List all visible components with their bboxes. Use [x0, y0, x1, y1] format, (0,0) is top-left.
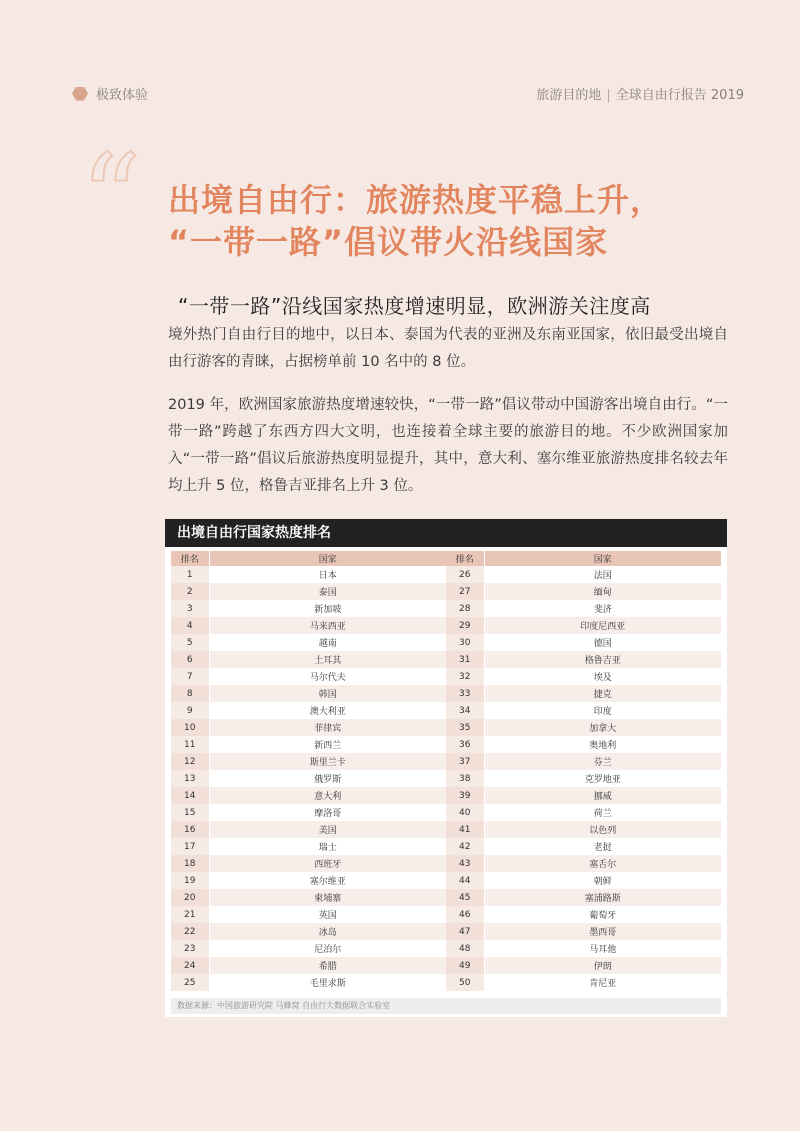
rank-cell: 22: [171, 923, 209, 940]
rank-cell: 30: [446, 634, 484, 651]
rank-cell: 21: [171, 906, 209, 923]
table-row: [446, 838, 721, 855]
rank-cell: 42: [446, 838, 484, 855]
rank-cell: 13: [171, 770, 209, 787]
country-cell: 缅甸: [484, 583, 721, 600]
rank-cell: 50: [446, 974, 484, 991]
hexagon-icon: [72, 87, 88, 101]
table-row: [446, 787, 721, 804]
rank-cell: 40: [446, 804, 484, 821]
table-row: [171, 974, 446, 991]
country-cell: 法国: [593, 571, 612, 581]
table-row: [171, 838, 446, 855]
header-divider: |: [606, 88, 611, 103]
country-cell: 意大利: [209, 787, 446, 804]
country-cell: 马尔代夫: [309, 673, 346, 683]
rank-cell: 45: [446, 889, 484, 906]
country-cell: 葡萄牙: [589, 911, 617, 921]
country-cell: 埃及: [593, 673, 612, 683]
country-cell: 德国: [593, 639, 612, 649]
table-row: [446, 923, 721, 940]
table-row: [446, 651, 721, 668]
rank-cell: 8: [171, 685, 209, 702]
table-row: [171, 872, 446, 889]
table-row: [446, 906, 721, 923]
table-row: [171, 855, 446, 872]
table-row: [171, 600, 446, 617]
rank-cell: 38: [446, 770, 484, 787]
rank-cell: 4: [171, 617, 209, 634]
paragraph-2: 2019 年，欧洲国家旅游热度增速较快，“一带一路”倡议带动中国游客出境自由行。“一带一路”跨越了东西方四大文明，也连接着全球主要的旅游目的地。不少欧洲国家加入“一带一路”倡议后旅游热度明显提升，其中，意大利、塞尔维亚旅游热度排名较去年均上升 5 位，格鲁吉亚排名上升 3 位。: [168, 397, 728, 494]
table-row: [446, 634, 721, 651]
rank-cell: 18: [171, 855, 209, 872]
ranking-table-card: [165, 519, 727, 1017]
rank-cell: 28: [446, 600, 484, 617]
table-row: [171, 685, 446, 702]
rank-cell: 17: [171, 838, 209, 855]
country-cell: 新加坡: [314, 605, 342, 615]
country-cell: 澳大利亚: [309, 707, 346, 717]
rank-cell: 43: [446, 855, 484, 872]
table-row: [171, 566, 446, 583]
country-cell: 柬埔寨: [209, 889, 446, 906]
country-cell: 捷克: [484, 685, 721, 702]
section-subtitle: “一带一路”沿线国家热度增速明显，欧洲游关注度高: [178, 294, 651, 318]
country-cell: 朝鲜: [593, 877, 612, 887]
country-cell: 塞尔维亚: [309, 877, 346, 887]
table-row: [171, 753, 446, 770]
rank-cell: 19: [171, 872, 209, 889]
country-cell: 克罗地亚: [584, 775, 621, 785]
country-cell: 摩洛哥: [314, 809, 342, 819]
country-cell: 新西兰: [314, 741, 342, 751]
country-cell: 奥地利: [589, 741, 617, 751]
country-cell: 斯里兰卡: [209, 753, 446, 770]
rank-cell: 49: [446, 957, 484, 974]
table-row: [446, 583, 721, 600]
country-cell: 斐济: [593, 605, 612, 615]
rank-cell: 48: [446, 940, 484, 957]
title-line-2: “一带一路”倡议带火沿线国家: [168, 222, 609, 261]
table-row: [446, 940, 721, 957]
table-row: [446, 974, 721, 991]
rank-cell: 23: [171, 940, 209, 957]
table-row: [446, 957, 721, 974]
table-row: [171, 906, 446, 923]
section-header: [72, 84, 148, 103]
table-body-right: [446, 566, 721, 991]
quote-mark-icon: “: [80, 130, 142, 269]
rank-column-header: 排名: [171, 551, 209, 566]
table-row: [171, 770, 446, 787]
table-body-left: [171, 566, 446, 991]
country-cell: 塞舌尔: [484, 855, 721, 872]
country-cell: 希腊: [209, 957, 446, 974]
table-row: [171, 940, 446, 957]
country-cell: 英国: [318, 911, 337, 921]
rank-cell: 47: [446, 923, 484, 940]
rank-cell: 12: [171, 753, 209, 770]
country-cell: 马耳他: [589, 945, 617, 955]
page-title: [168, 180, 728, 263]
table-row: [446, 617, 721, 634]
country-cell: 越南: [318, 639, 337, 649]
ranking-table-left: [171, 551, 446, 991]
country-cell: 土耳其: [209, 651, 446, 668]
country-cell: 冰岛: [209, 923, 446, 940]
rank-cell: 36: [446, 736, 484, 753]
rank-cell: 37: [446, 753, 484, 770]
country-cell: 美国: [209, 821, 446, 838]
country-cell: 西班牙: [209, 855, 446, 872]
country-cell: 马来西亚: [209, 617, 446, 634]
table-row: [446, 821, 721, 838]
country-cell: 印度: [593, 707, 612, 717]
table-row: [446, 753, 721, 770]
table-row: [446, 855, 721, 872]
table-row: [171, 668, 446, 685]
country-cell: 芬兰: [484, 753, 721, 770]
rank-cell: 32: [446, 668, 484, 685]
rank-cell: 24: [171, 957, 209, 974]
report-header: [536, 84, 744, 103]
table-row: [171, 889, 446, 906]
table-row: [446, 668, 721, 685]
table-row: [446, 770, 721, 787]
table-row: [171, 702, 446, 719]
table-row: [171, 821, 446, 838]
table-row: [171, 923, 446, 940]
rank-cell: 9: [171, 702, 209, 719]
table-row: [446, 889, 721, 906]
title-line-1: 出境自由行：旅游热度平稳上升，: [168, 181, 664, 219]
section-label: 极致体验: [96, 88, 149, 103]
ranking-table-right: [446, 551, 721, 991]
country-cell: 瑞士: [318, 843, 337, 853]
country-column-header: 国家: [209, 551, 446, 566]
country-cell: 菲律宾: [209, 719, 446, 736]
table-row: [446, 685, 721, 702]
rank-cell: 31: [446, 651, 484, 668]
table-row: [446, 804, 721, 821]
country-cell: 俄罗斯: [314, 775, 342, 785]
rank-cell: 34: [446, 702, 484, 719]
rank-cell: 44: [446, 872, 484, 889]
paragraph-1: 境外热门自由行目的地中，以日本、泰国为代表的亚洲及东南亚国家，依旧最受出境自由行游客的青睐，占据榜单前 10 名中的 8 位。: [168, 327, 728, 370]
country-cell: 伊朗: [484, 957, 721, 974]
country-cell: 毛里求斯: [309, 979, 346, 989]
rank-cell: 3: [171, 600, 209, 617]
country-cell: 韩国: [209, 685, 446, 702]
table-row: [171, 617, 446, 634]
rank-cell: 14: [171, 787, 209, 804]
rank-cell: 35: [446, 719, 484, 736]
table-row: [446, 736, 721, 753]
country-cell: 荷兰: [593, 809, 612, 819]
country-cell: 墨西哥: [484, 923, 721, 940]
rank-cell: 39: [446, 787, 484, 804]
table-row: [171, 736, 446, 753]
table-header-row: [446, 551, 721, 566]
country-cell: 泰国: [209, 583, 446, 600]
rank-cell: 7: [171, 668, 209, 685]
table-row: [171, 787, 446, 804]
report-category: 旅游目的地: [536, 88, 602, 103]
table-row: [446, 702, 721, 719]
country-cell: 加拿大: [484, 719, 721, 736]
rank-cell: 26: [446, 566, 484, 583]
rank-cell: 6: [171, 651, 209, 668]
country-cell: 挪威: [484, 787, 721, 804]
data-source-note: 数据来源：中国旅游研究院 马蜂窝 自由行大数据联合实验室: [171, 998, 721, 1014]
table-row: [171, 804, 446, 821]
table-row: [446, 872, 721, 889]
table-row: [171, 719, 446, 736]
rank-cell: 1: [171, 566, 209, 583]
country-cell: 老挝: [593, 843, 612, 853]
table-row: [171, 957, 446, 974]
rank-column-header: 排名: [446, 551, 484, 566]
table-row: [171, 634, 446, 651]
country-cell: 肯尼亚: [589, 979, 617, 989]
rank-cell: 11: [171, 736, 209, 753]
country-column-header: 国家: [484, 551, 721, 566]
table-row: [446, 600, 721, 617]
rank-cell: 20: [171, 889, 209, 906]
table-header-row: [171, 551, 446, 566]
table-row: [446, 719, 721, 736]
rank-cell: 27: [446, 583, 484, 600]
rank-cell: 25: [171, 974, 209, 991]
rank-cell: 10: [171, 719, 209, 736]
rank-cell: 33: [446, 685, 484, 702]
rank-cell: 41: [446, 821, 484, 838]
country-cell: 以色列: [484, 821, 721, 838]
country-cell: 印度尼西亚: [484, 617, 721, 634]
rank-cell: 15: [171, 804, 209, 821]
rank-cell: 46: [446, 906, 484, 923]
table-row: [171, 651, 446, 668]
table-title: 出境自由行国家热度排名: [165, 519, 727, 547]
table-row: [446, 566, 721, 583]
country-cell: 塞浦路斯: [484, 889, 721, 906]
rank-cell: 29: [446, 617, 484, 634]
country-cell: 日本: [318, 571, 337, 581]
country-cell: 格鲁吉亚: [484, 651, 721, 668]
table-row: [171, 583, 446, 600]
rank-cell: 5: [171, 634, 209, 651]
country-cell: 尼泊尔: [314, 945, 342, 955]
rank-cell: 2: [171, 583, 209, 600]
report-name: 全球自由行报告 2019: [615, 88, 744, 103]
rank-cell: 16: [171, 821, 209, 838]
